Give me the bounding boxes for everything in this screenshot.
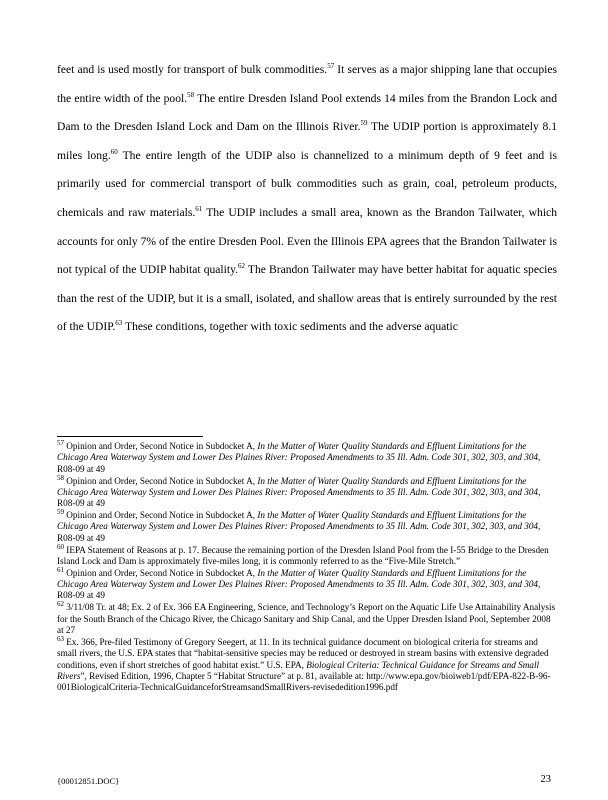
footnote-citation-title: In the Matter of Water Quality Standards and Effluent Limitations for the Chicago Area Waterway System and Lower Des Plaines River: Proposed Amendments to 35 Ill. Adm. Code 301, 302, 303, and 304 — [57, 567, 539, 590]
footnote-number: 61 — [57, 565, 64, 574]
body-text-run: The entire length of the UDIP also is channelized to a minimum depth of 9 feet and is primarily used for commercial transport of bulk commodities such as grain, coal, petroleum products, chemicals and raw materials. — [57, 148, 557, 219]
body-text-run: The UDIP includes a small area, known as the Brandon Tailwater, which accounts for only 7% of the entire Dresden Pool. Even the Illinois EPA agrees that the Brandon Tailwater is not typical of the UDIP habitat quality. — [57, 205, 557, 277]
footnote — [57, 438, 557, 475]
footnote-text: Opinion and Order, Second Notice in Subdocket A, — [64, 475, 258, 486]
footnote-ref: 63 — [115, 319, 123, 328]
footnote — [57, 473, 557, 510]
footnote — [57, 565, 557, 602]
footnote-text: Ex. 366, Pre-filed Testimony of Gregory Seegert, at 11. In its technical guidance document on biological criteria for streams and small rivers, the U.S. EPA states that “habitat-sensitive species may be reduced or destroyed in stream basins with extensive degraded conditions, even if short stretches of good habitat exist.” U.S. EPA, — [57, 636, 549, 670]
footnote-citation-title: In the Matter of Water Quality Standards and Effluent Limitations for the Chicago Area Waterway System and Lower Des Plaines River: Proposed Amendments to 35 Ill. Adm. Code 301, 302, 303, and 304 — [57, 475, 539, 497]
footnote-text: Opinion and Order, Second Notice in Subdocket A, — [64, 441, 258, 451]
footnote-number: 60 — [57, 542, 64, 551]
footnote — [57, 634, 557, 694]
footnote — [57, 602, 557, 636]
body-paragraph — [57, 56, 557, 342]
document-id: {00012851.DOC} — [57, 776, 120, 786]
footnote-text: , R08-09 at 49 — [57, 521, 541, 543]
footnote-ref: 59 — [360, 119, 368, 128]
footnotes-section — [57, 438, 557, 694]
footnote-text: , R08-09 at 49 — [57, 486, 541, 509]
footnote-citation-title: Biological Criteria: Technical Guidance for Streams and Small Rivers — [57, 659, 540, 681]
page-number: 23 — [540, 774, 551, 785]
footnote-ref: 58 — [187, 90, 195, 99]
footnote-ref: 62 — [238, 262, 246, 271]
body-text-run: These conditions, together with toxic sediments and the adverse aquatic — [122, 320, 458, 334]
footnote — [57, 507, 557, 544]
footnote-number: 63 — [57, 634, 64, 643]
footnote-text: 3/11/08 Tr. at 48; Ex. 2 of Ex. 366 EA Engineering, Science, and Technology’s Report on the Aquatic Life Use Attainability Analysis for the South Branch of the Chicago River, the Chicago Sanitary and Ship Canal, and the Upper Dresden Island Pool, September 2008 at 27 — [57, 602, 556, 635]
footnote-ref: 61 — [195, 205, 203, 214]
footnote-text: , R08-09 at 49 — [57, 579, 541, 601]
body-text-run: feet and is used mostly for transport of bulk commodities. — [57, 63, 328, 76]
footnote-ref: 60 — [110, 147, 118, 156]
footnote-number: 62 — [57, 600, 64, 609]
body-text-run: The UDIP portion is approximately 8.1 miles long. — [57, 120, 557, 162]
footnote-citation-title: In the Matter of Water Quality Standards and Effluent Limitations for the Chicago Area Waterway System and Lower Des Plaines River: Proposed Amendments to 35 Ill. Adm. Code 301, 302, 303, and 304 — [57, 441, 539, 463]
footnote — [57, 542, 557, 568]
footnote-text: Opinion and Order, Second Notice in Subdocket A, — [64, 510, 258, 521]
footnote-number: 59 — [57, 507, 64, 516]
footnote-text: , R08-09 at 49 — [57, 452, 541, 474]
footnote-separator — [57, 436, 203, 437]
footnote-number: 57 — [57, 438, 64, 447]
footnote-ref: 57 — [327, 62, 335, 71]
footnote-text: IEPA Statement of Reasons at p. 17. Because the remaining portion of the Dresden Island Pool from the I-55 Bridge to the Dresden Island Lock and Dam is approximately five-miles long, it is commonly referred to as the “Five-Mile Stretch.” — [57, 544, 549, 566]
body-text-run: The entire Dresden Island Pool extends 14 miles from the Brandon Lock and Dam to the Dresden Island Lock and Dam on the Illinois River. — [57, 91, 557, 134]
footnote-citation-title: In the Matter of Water Quality Standards and Effluent Limitations for the Chicago Area Waterway System and Lower Des Plaines River: Proposed Amendments to 35 Ill. Adm. Code 301, 302, 303, and 304 — [57, 510, 539, 532]
body-text — [57, 56, 557, 342]
footnote-number: 58 — [57, 473, 64, 482]
body-text-run: It serves as a major shipping lane that occupies the entire width of the pool. — [57, 63, 558, 105]
footnote-text: Opinion and Order, Second Notice in Subdocket A, — [64, 567, 258, 578]
footnote-text: ”, Revised Edition, 1996, Chapter 5 “Habitat Structure” at p. 81, available at: http://www.epa.gov/bioiweb1/pdf/EPA-822-B-96-001BiologicalCriteria-TechnicalGuidanceforStreamsandSmallRivers-revisededition1996.pdf — [57, 670, 551, 693]
body-text-run: The Brandon Tailwater may have better habitat for aquatic species than the rest of the UDIP, but it is a small, isolated, and shallow areas that is entirely surrounded by the rest of the UDIP. — [57, 263, 558, 334]
